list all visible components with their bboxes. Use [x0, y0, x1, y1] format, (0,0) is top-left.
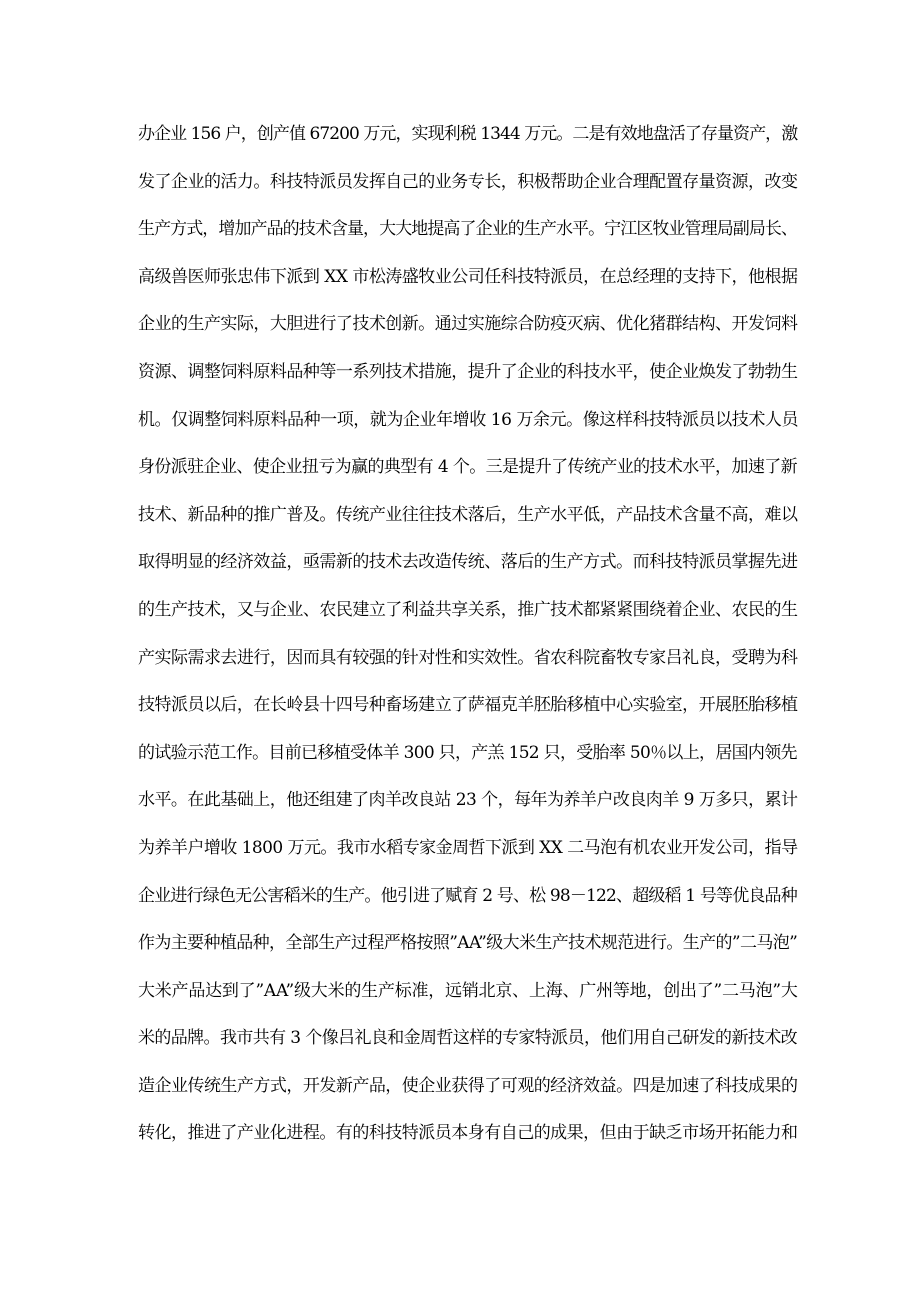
text-line: 高级兽医师张忠伟下派到 XX 市松涛盛牧业公司任科技特派员，在总经理的支持下，他根据: [138, 266, 798, 287]
text-line: 企业的生产实际，大胆进行了技术创新。通过实施综合防疫灭病、优化猪群结构、开发饲料: [138, 314, 798, 335]
text-line: 米的品牌。我市共有 3 个像吕礼良和金周哲这样的专家特派员，他们用自己研发的新技术改: [138, 1028, 798, 1049]
text-line: 技特派员以后，在长岭县十四号种畜场建立了萨福克羊胚胎移植中心实验室，开展胚胎移植: [138, 695, 798, 716]
body-text: [138, 114, 798, 1161]
text-line: 造企业传统生产方式，开发新产品，使企业获得了可观的经济效益。四是加速了科技成果的: [138, 1075, 798, 1096]
text-line: 转化，推进了产业化进程。有的科技特派员本身有自己的成果，但由于缺乏市场开拓能力和: [138, 1123, 798, 1144]
text-line: 生产方式，增加产品的技术含量，大大地提高了企业的生产水平。宁江区牧业管理局副局长、: [138, 219, 798, 240]
text-line: 的试验示范工作。目前已移植受体羊 300 只，产羔 152 只，受胎率 50％以上，居国内领先: [138, 742, 797, 763]
text-line: 的生产技术，又与企业、农民建立了利益共享关系，推广技术都紧紧围绕着企业、农民的生: [138, 599, 798, 620]
text-line: 取得明显的经济效益，亟需新的技术去改造传统、落后的生产方式。而科技特派员掌握先进: [138, 552, 798, 573]
text-line: 发了企业的活力。科技特派员发挥自己的业务专长，积极帮助企业合理配置存量资源，改变: [138, 171, 798, 192]
text-line: 身份派驻企业、使企业扭亏为赢的典型有 4 个。三是提升了传统产业的技术水平，加速了新: [138, 457, 798, 478]
text-line: 大米产品达到了”AA”级大米的生产标准，远销北京、上海、广州等地，创出了”二马泡”大: [138, 980, 798, 1001]
text-line: 为养羊户增收 1800 万元。我市水稻专家金周哲下派到 XX 二马泡有机农业开发公司，指导: [138, 837, 798, 858]
text-line: 作为主要种植品种，全部生产过程严格按照”AA”级大米生产技术规范进行。生产的”二马泡”: [138, 933, 798, 954]
text-line: 水平。在此基础上，他还组建了肉羊改良站 23 个，每年为养羊户改良肉羊 9 万多只，累计: [138, 790, 798, 811]
text-line: 资源、调整饲料原料品种等一系列技术措施，提升了企业的科技水平，使企业焕发了勃勃生: [138, 361, 798, 382]
text-line: 企业进行绿色无公害稻米的生产。他引进了赋育 2 号、松 98－122、超级稻 1 号等优良品种: [138, 885, 797, 906]
text-line: 办企业 156 户，创产值 67200 万元，实现利税 1344 万元。二是有效地盘活了存量资产，激: [138, 124, 798, 144]
text-line: 机。仅调整饲料原料品种一项，就为企业年增收 16 万余元。像这样科技特派员以技术人员: [138, 409, 798, 430]
text-line: 产实际需求去进行，因而具有较强的针对性和实效性。省农科院畜牧专家吕礼良，受聘为科: [138, 647, 798, 668]
text-line: 技术、新品种的推广普及。传统产业往往技术落后，生产水平低，产品技术含量不高，难以: [138, 504, 798, 525]
